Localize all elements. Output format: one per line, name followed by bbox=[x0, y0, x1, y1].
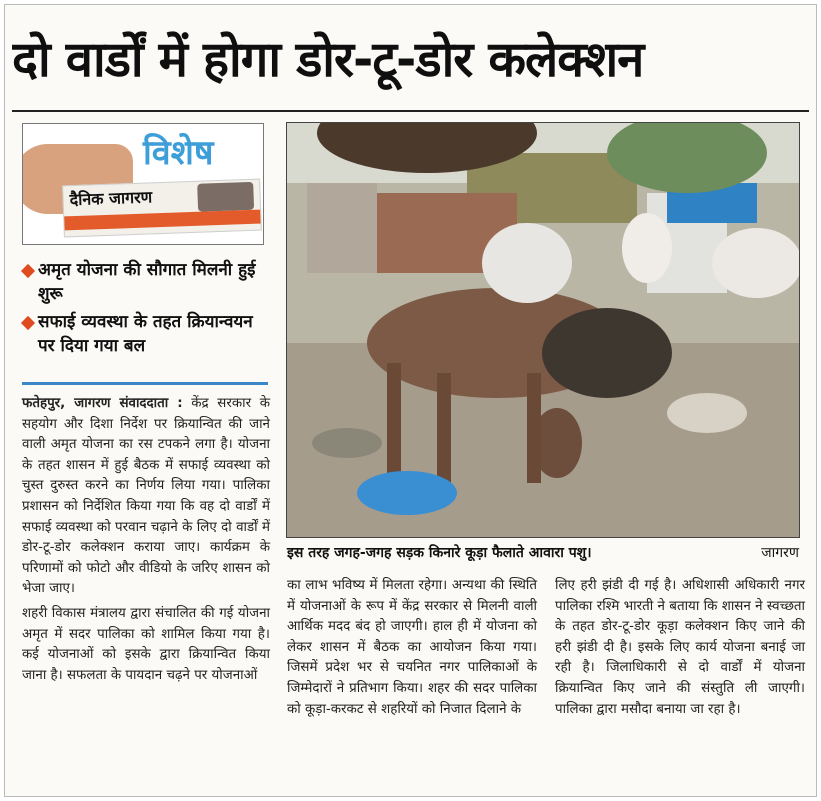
section-rule bbox=[22, 382, 268, 385]
article-column-1 bbox=[22, 394, 270, 690]
article-paragraph: शहरी विकास मंत्रालय द्वारा संचालित की गई योजना अमृत में सदर पालिका को शामिल किया गया है। कई योजनाओं को इसके द्वारा क्रियान्वित किया जाना है। सफलता के पायदान चढ़ने पर योजनाओं bbox=[22, 605, 270, 683]
vishesh-promo-box bbox=[22, 123, 264, 245]
headline-rule bbox=[12, 110, 809, 112]
photo-caption bbox=[287, 543, 799, 562]
photo-credit: जागरण bbox=[761, 545, 799, 561]
newspaper-illustration bbox=[62, 179, 262, 238]
headline: दो वार्डों में होगा डोर-टू-डोर कलेक्शन bbox=[12, 31, 644, 88]
stray-cattle-garbage-photo bbox=[287, 123, 799, 537]
dateline: फतेहपुर, जागरण संवाददाता : bbox=[22, 396, 183, 411]
article-column-2 bbox=[287, 576, 537, 724]
caption-text: इस तरह जगह-जगह सड़क किनारे कूड़ा फैलाते आवारा पशु। bbox=[287, 545, 592, 561]
bullet-item: सफाई व्यवस्था के तहत क्रियान्वयन पर दिया गया बल bbox=[22, 310, 262, 358]
highlight-bullets bbox=[22, 258, 262, 362]
news-photo bbox=[286, 122, 800, 538]
masthead-logo: दैनिक जागरण bbox=[69, 187, 153, 210]
article-paragraph: का लाभ भविष्य में मिलता रहेगा। अन्यथा की स्थिति में योजनाओं के रूप में केंद्र सरकार से मिलनी वाली आर्थिक मदद बंद हो जाएगी। हाल ही में योजना को लेकर शासन में बैठक का आयोजन किया गया। जिसमें प्रदेश भर से चयनित नगर पालिकाओं के जिम्मेदारों ने प्रतिभाग किया। शहर की सदर पालिका को कूड़ा-करकट से शहरियों को निजात दिलाने के bbox=[287, 578, 537, 717]
article-column-3 bbox=[555, 576, 805, 724]
article-paragraph: लिए हरी झंडी दी गई है। अधिशासी अधिकारी नगर पालिका रश्मि भारती ने बताया कि शासन ने स्वच्छता के तहत डोर-टू-डोर कूड़ा कलेक्शन किए जाने की हरी झंडी दी है। इसके लिए कार्य योजना बनाई जा रही है। जिलाधिकारी से दो वार्डों में योजना क्रियान्वित किए जाने की संस्तुति ली जाएगी। पालिका द्वारा मसौदा बनाया जा रहा है। bbox=[555, 578, 805, 717]
vishesh-kicker: विशेष bbox=[143, 133, 214, 173]
bullet-item: अमृत योजना की सौगात मिलनी हुई शुरू bbox=[22, 258, 262, 306]
portrait-photos bbox=[197, 182, 254, 212]
masthead-strip bbox=[64, 210, 260, 231]
article-paragraph: केंद्र सरकार के सहयोग और दिशा निर्देश पर क्रियान्वित की जाने वाली अमृत योजना का रस टपकने लगा है। योजना के तहत शासन में हुई बैठक में सफाई व्यवस्था को चुस्त दुरुस्त करने का निर्णय लिया गया। पालिका प्रशासन को निर्देशित किया गया कि वह दो वार्डों में सफाई व्यवस्था को परवान चढ़ाने के लिए दो वार्डों में डोर-टू-डोर कलेक्शन कराया जाए। कार्यक्रम के परिणामों को फोटो और वीडियो के जरिए शासन को भेजा जाए। bbox=[22, 396, 270, 597]
